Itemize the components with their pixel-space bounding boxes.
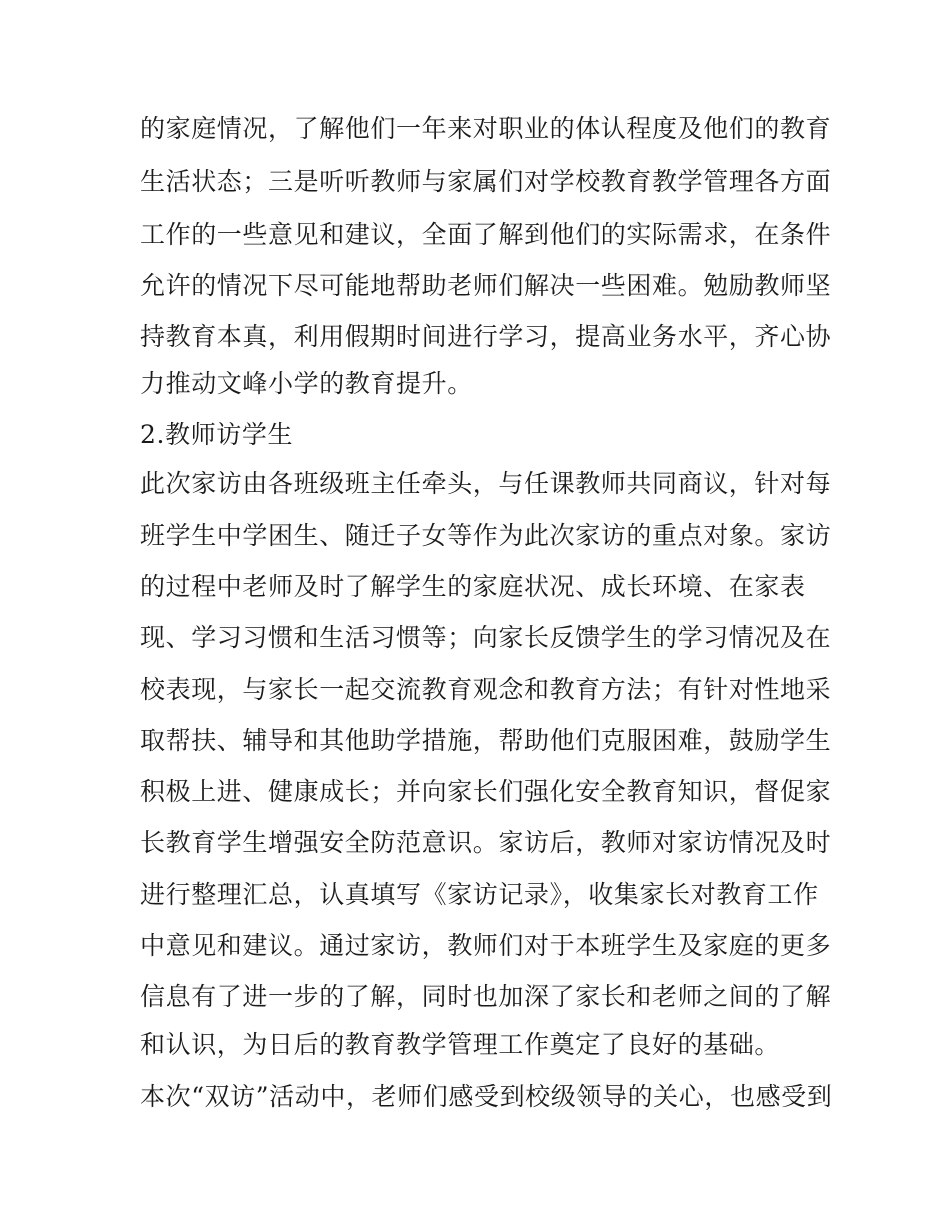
paragraph-line: 工作的一些意见和建议，全面了解到他们的实际需求，在条件 [140, 220, 832, 249]
paragraph-line: 的家庭情况，了解他们一年来对职业的体认程度及他们的教育 [140, 114, 832, 143]
paragraph-line: 长教育学生增强安全防范意识。家访后，教师对家访情况及时 [140, 828, 832, 857]
paragraph-line: 本次“双访”活动中，老师们感受到校级领导的关心，也感受到 [140, 1082, 833, 1111]
paragraph-line: 校表现，与家长一起交流教育观念和教育方法；有针对性地采 [140, 675, 832, 704]
paragraph-line: 允许的情况下尽可能地帮助老师们解决一些困难。勉励教师坚 [140, 271, 832, 300]
paragraph-line: 取帮扶、辅导和其他助学措施，帮助他们克服困难，鼓励学生 [140, 726, 832, 755]
paragraph-line: 和认识，为日后的教育教学管理工作奠定了良好的基础。 [140, 1030, 781, 1059]
paragraph-line: 力推动文峰小学的教育提升。 [140, 369, 473, 398]
paragraph-line: 现、学习习惯和生活习惯等；向家长反馈学生的学习情况及在 [140, 623, 832, 652]
paragraph-line: 此次家访由各班级班主任牵头，与任课教师共同商议，针对每 [140, 469, 832, 498]
section-heading: 2.教师访学生 [140, 420, 294, 449]
paragraph-line: 生活状态；三是听听教师与家属们对学校教育教学管理各方面 [140, 167, 832, 196]
paragraph-line: 进行整理汇总，认真填写《家访记录》，收集家长对教育工作 [140, 880, 819, 909]
paragraph-line: 的过程中老师及时了解学生的家庭状况、成长环境、在家表 [140, 572, 806, 601]
paragraph-line: 中意见和建议。通过家访，教师们对于本班学生及家庭的更多 [140, 931, 832, 960]
paragraph-line: 信息有了进一步的了解，同时也加深了家长和老师之间的了解 [140, 982, 832, 1011]
paragraph-line: 班学生中学困生、随迁子女等作为此次家访的重点对象。家访 [140, 521, 832, 550]
paragraph-line: 持教育本真，利用假期时间进行学习，提高业务水平，齐心协 [140, 322, 832, 351]
paragraph-line: 积极上进、健康成长；并向家长们强化安全教育知识，督促家 [140, 777, 832, 806]
